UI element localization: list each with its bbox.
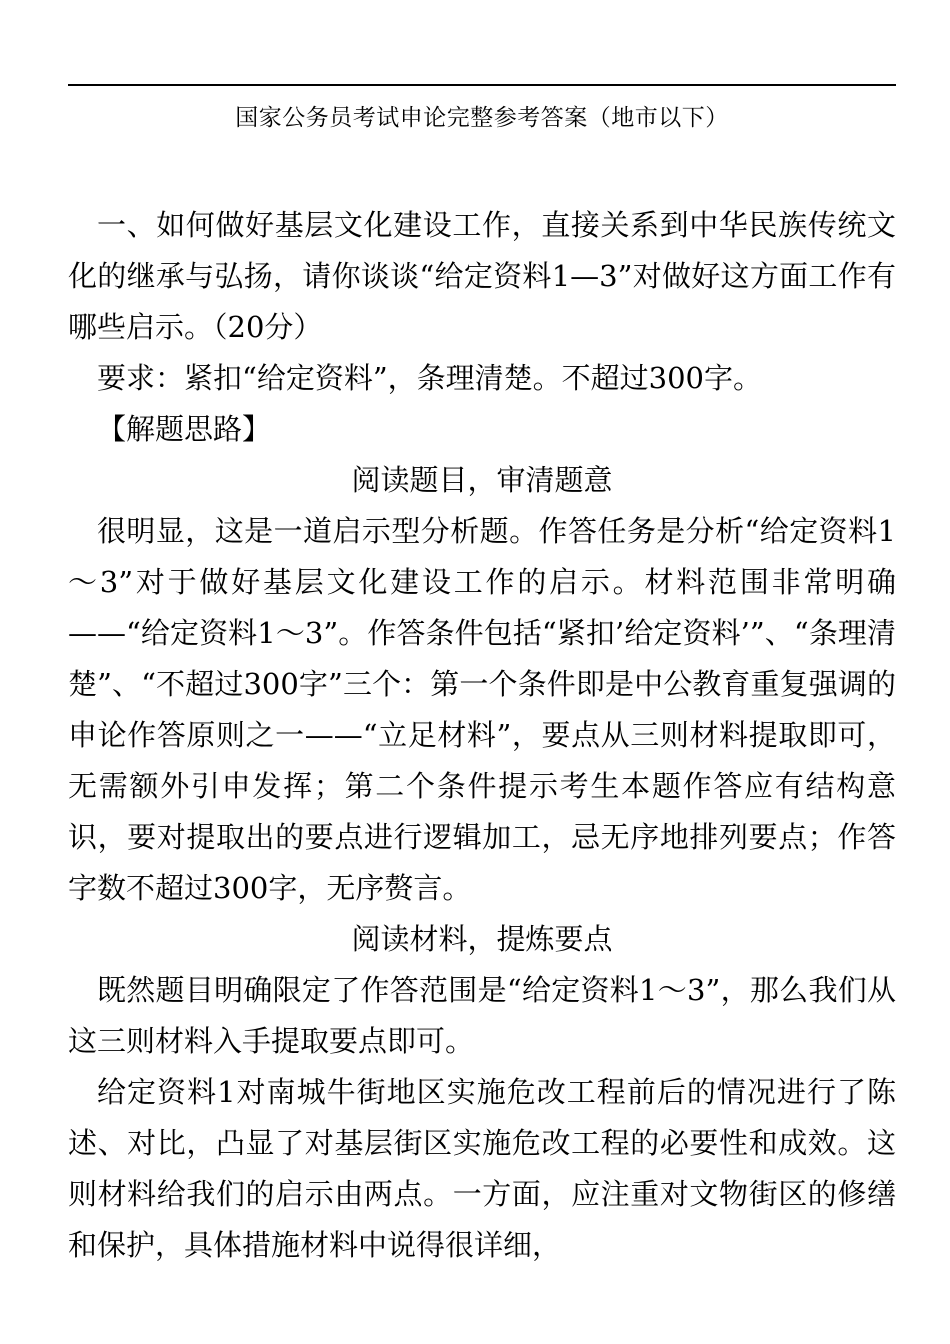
header-rule [68,84,896,86]
paragraph-material-1: 给定资料1对南城牛街地区实施危改工程前后的情况进行了陈述、对比，凸显了对基层街区实施危改工程的必要性和成效。这则材料给我们的启示由两点。一方面，应注重对文物街区的修缮和保护，具体措施材料中说得很详细， [68,1075,896,1262]
analysis-label: 【解题思路】 [97,412,272,446]
section-heading-read-question: 阅读题目，审清题意 [351,463,613,497]
paragraph-materials-scope: 既然题目明确限定了作答范围是“给定资料1～3”，那么我们从这三则材料入手提取要点即可。 [68,973,896,1058]
paragraph-question-analysis: 很明显，这是一道启示型分析题。作答任务是分析“给定资料1～3”对于做好基层文化建设工作的启示。材料范围非常明确——“给定资料1～3”。作答条件包括“紧扣’给定资料’”、“条理清楚”、“不超过300字”三个：第一个条件即是中公教育重复强调的申论作答原则之一——“立足材料”，要点从三则材料提取即可，无需额外引申发挥；第二个条件提示考生本题作答应有结构意识，要对提取出的要点进行逻辑加工，忌无序地排列要点；作答字数不超过300字，无序赘言。 [68,514,896,905]
question-text: 一、如何做好基层文化建设工作，直接关系到中华民族传统文化的继承与弘扬，请你谈谈“给定资料1—3”对做好这方面工作有哪些启示。（20分） [68,208,896,344]
section-heading-read-materials: 阅读材料，提炼要点 [351,922,613,956]
document-body [68,200,896,1271]
header-title: 国家公务员考试申论完整参考答案（地市以下） [235,105,729,131]
question-requirement: 要求：紧扣“给定资料”，条理清楚。不超过300字。 [97,361,763,395]
